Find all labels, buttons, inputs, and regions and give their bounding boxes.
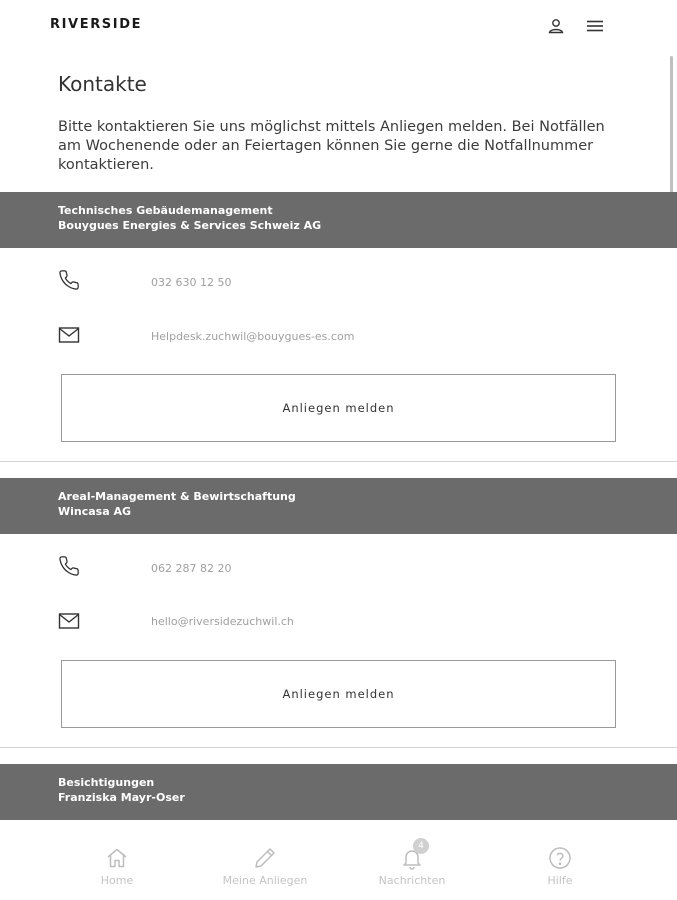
bottom-navigation: [0, 820, 677, 900]
section-person: Franziska Mayr-Oser: [58, 791, 185, 804]
divider: [0, 461, 677, 462]
phone-icon: [58, 555, 80, 577]
app-header: [0, 0, 677, 54]
anliegen-melden-button[interactable]: Anliegen melden: [61, 374, 616, 442]
mail-icon: [58, 610, 80, 632]
section-company: Wincasa AG: [58, 505, 132, 518]
intro-text: Bitte kontaktieren Sie uns möglichst mittels Anliegen melden. Bei Notfällen am Wochenende oder an Feiertagen können Sie gerne die Notfallnummer kontaktieren.: [58, 119, 605, 173]
contact-section-header: [0, 192, 677, 248]
section-company: Bouygues Energies & Services Schweiz AG: [58, 219, 322, 232]
phone-number[interactable]: 062 287 82 20: [151, 562, 232, 575]
nav-home-label: Home: [100, 874, 134, 887]
divider: [0, 747, 677, 748]
notification-badge: 4: [413, 838, 429, 854]
contact-section-header: [0, 478, 677, 534]
home-icon: [105, 846, 129, 870]
phone-number[interactable]: 032 630 12 50: [151, 276, 232, 289]
riverside-logo[interactable]: RIVERSIDE: [50, 17, 143, 32]
nav-home[interactable]: [57, 820, 177, 900]
page-title: Kontakte: [58, 72, 147, 96]
email-address[interactable]: Helpdesk.zuchwil@bouygues-es.com: [151, 330, 355, 343]
section-title: Areal-Management & Bewirtschaftung: [58, 490, 296, 503]
phone-icon: [58, 269, 80, 291]
nav-meine-anliegen-label: Meine Anliegen: [222, 874, 308, 887]
user-icon[interactable]: [546, 16, 566, 36]
help-icon: [548, 846, 572, 870]
email-address[interactable]: hello@riversidezuchwil.ch: [151, 615, 294, 628]
nav-nachrichten[interactable]: [352, 820, 472, 900]
nav-meine-anliegen[interactable]: [205, 820, 325, 900]
contact-section-header: [0, 764, 677, 820]
section-title: Besichtigungen: [58, 776, 155, 789]
nav-hilfe-label: Hilfe: [547, 874, 573, 887]
section-title: Technisches Gebäudemanagement: [58, 204, 273, 217]
nav-nachrichten-label: Nachrichten: [378, 874, 446, 887]
mail-icon: [58, 324, 80, 346]
nav-hilfe[interactable]: [500, 820, 620, 900]
hamburger-menu-icon[interactable]: [585, 16, 605, 36]
anliegen-melden-button[interactable]: Anliegen melden: [61, 660, 616, 728]
pencil-icon: [253, 846, 277, 870]
